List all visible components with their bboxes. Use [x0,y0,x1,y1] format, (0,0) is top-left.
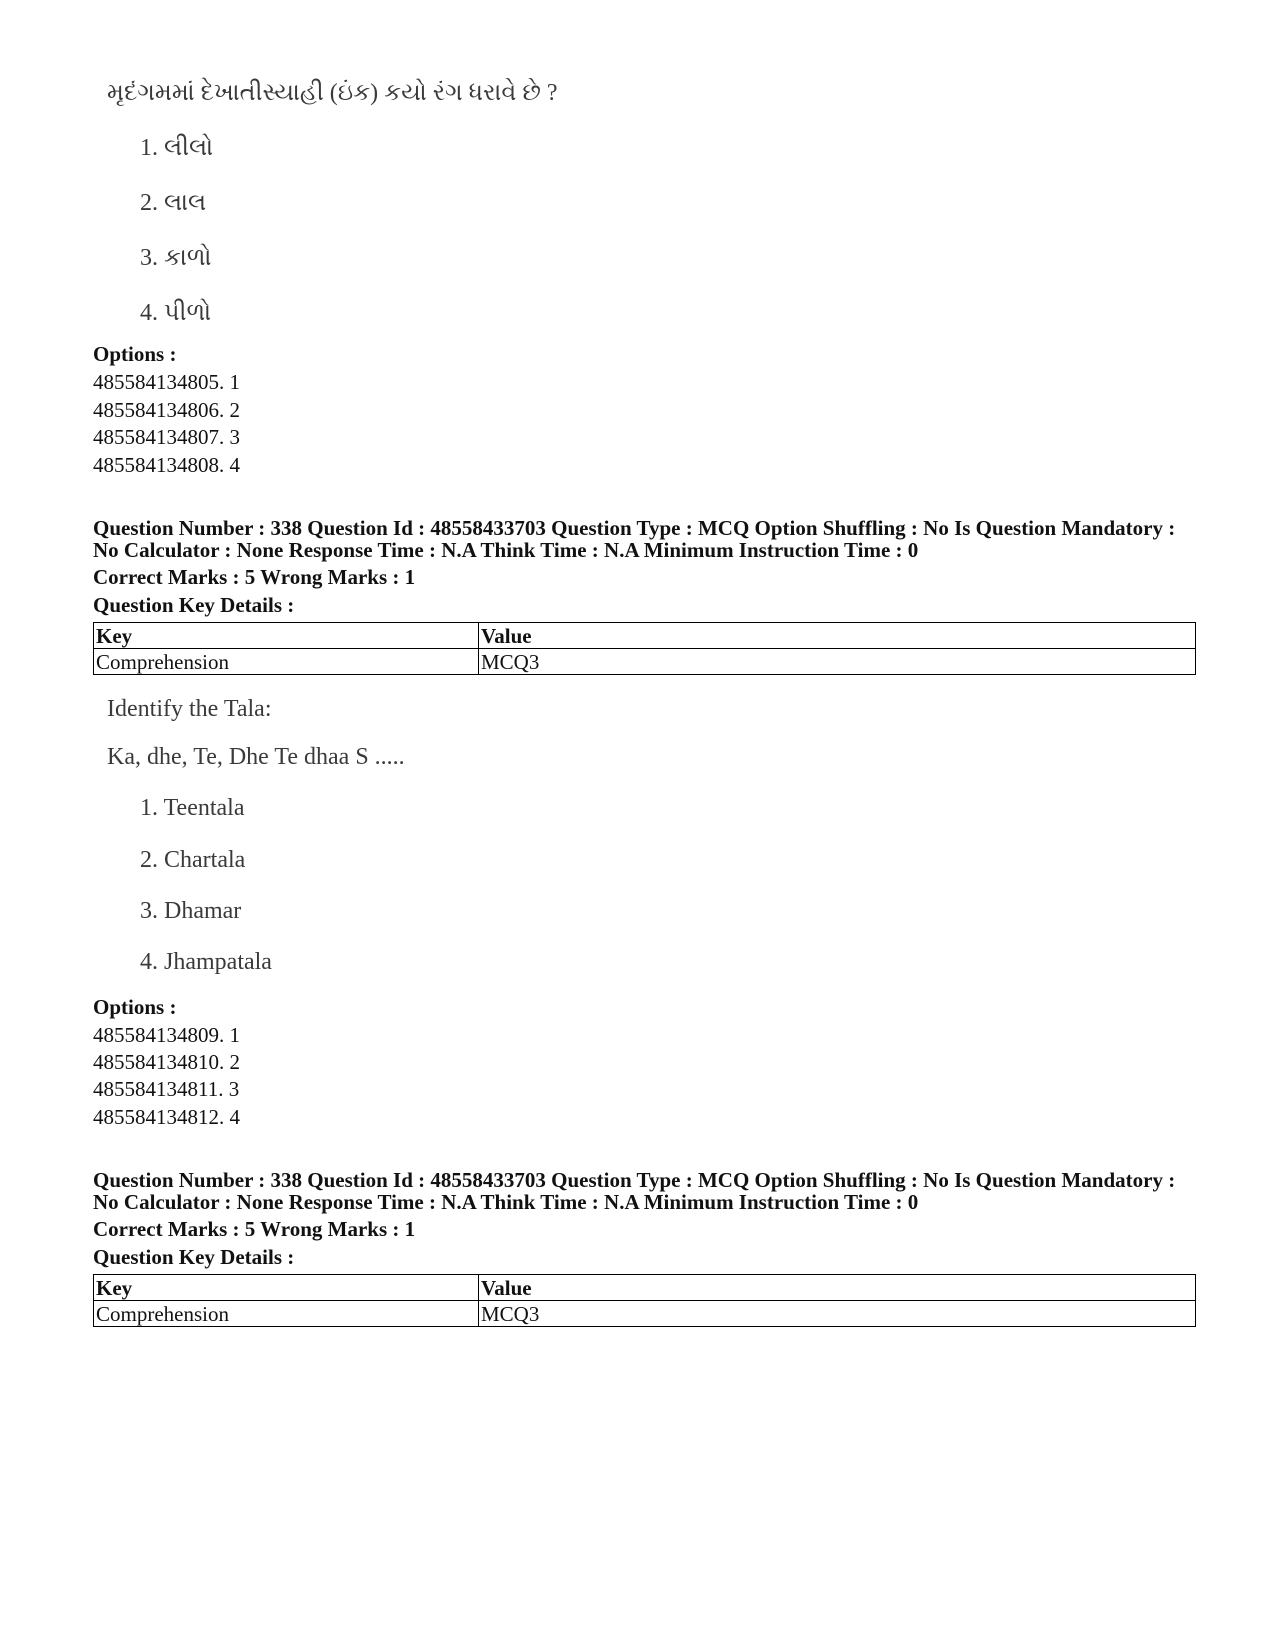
table-header-row [94,623,1196,649]
options-title: Options : [93,995,177,1019]
choice-2: 2. લાલ [140,190,207,216]
table-cell-value: MCQ3 [479,1301,1196,1327]
question-line-1: Identify the Tala: [107,696,272,722]
option-id-line: 485584134810. 2 [93,1050,240,1074]
choice-3: 3. કાળો [140,245,212,271]
table-cell-value: MCQ3 [479,649,1196,675]
table-row [94,1301,1196,1327]
marks-line: Correct Marks : 5 Wrong Marks : 1 [93,1217,416,1241]
option-id-line: 485584134807. 3 [93,425,240,449]
choice-4: 4. Jhampatala [140,949,272,975]
option-id-line: 485584134812. 4 [93,1105,240,1129]
choice-1: 1. લીલો [140,135,214,161]
table-header-key: Key [94,1275,479,1301]
question-meta-line-2: No Calculator : None Response Time : N.A Think Time : N.A Minimum Instruction Time : 0 [93,538,919,562]
table-cell-key: Comprehension [94,649,479,675]
marks-line: Correct Marks : 5 Wrong Marks : 1 [93,565,416,589]
table-header-value: Value [479,1275,1196,1301]
choice-2: 2. Chartala [140,847,246,873]
choice-4: 4. પીળો [140,300,212,326]
choice-3: 3. Dhamar [140,898,242,924]
key-details-table [93,622,1196,675]
option-id-line: 485584134806. 2 [93,398,240,422]
question-line-2: Ka, dhe, Te, Dhe Te dhaa S ..... [107,744,405,770]
options-title: Options : [93,342,177,366]
option-id-line: 485584134805. 1 [93,370,240,394]
question-meta-line-2: No Calculator : None Response Time : N.A Think Time : N.A Minimum Instruction Time : 0 [93,1190,919,1214]
option-id-line: 485584134811. 3 [93,1077,240,1101]
question-meta-line-1: Question Number : 338 Question Id : 48558433703 Question Type : MCQ Option Shuffling : No Is Question Mandatory : [93,516,1176,540]
table-cell-key: Comprehension [94,1301,479,1327]
key-details-title: Question Key Details : [93,1245,295,1269]
option-id-line: 485584134809. 1 [93,1023,240,1047]
key-details-title: Question Key Details : [93,593,295,617]
table-header-key: Key [94,623,479,649]
choice-1: 1. Teentala [140,795,245,821]
question-text: મૃદંગમમાં દેખાતીસ્યાહી (ઇંક) કયો રંગ ધરાવે છે ? [107,80,558,106]
table-header-row [94,1275,1196,1301]
table-header-value: Value [479,623,1196,649]
table-row [94,649,1196,675]
option-id-line: 485584134808. 4 [93,453,240,477]
key-details-table [93,1274,1196,1327]
question-meta-line-1: Question Number : 338 Question Id : 48558433703 Question Type : MCQ Option Shuffling : No Is Question Mandatory : [93,1168,1176,1192]
